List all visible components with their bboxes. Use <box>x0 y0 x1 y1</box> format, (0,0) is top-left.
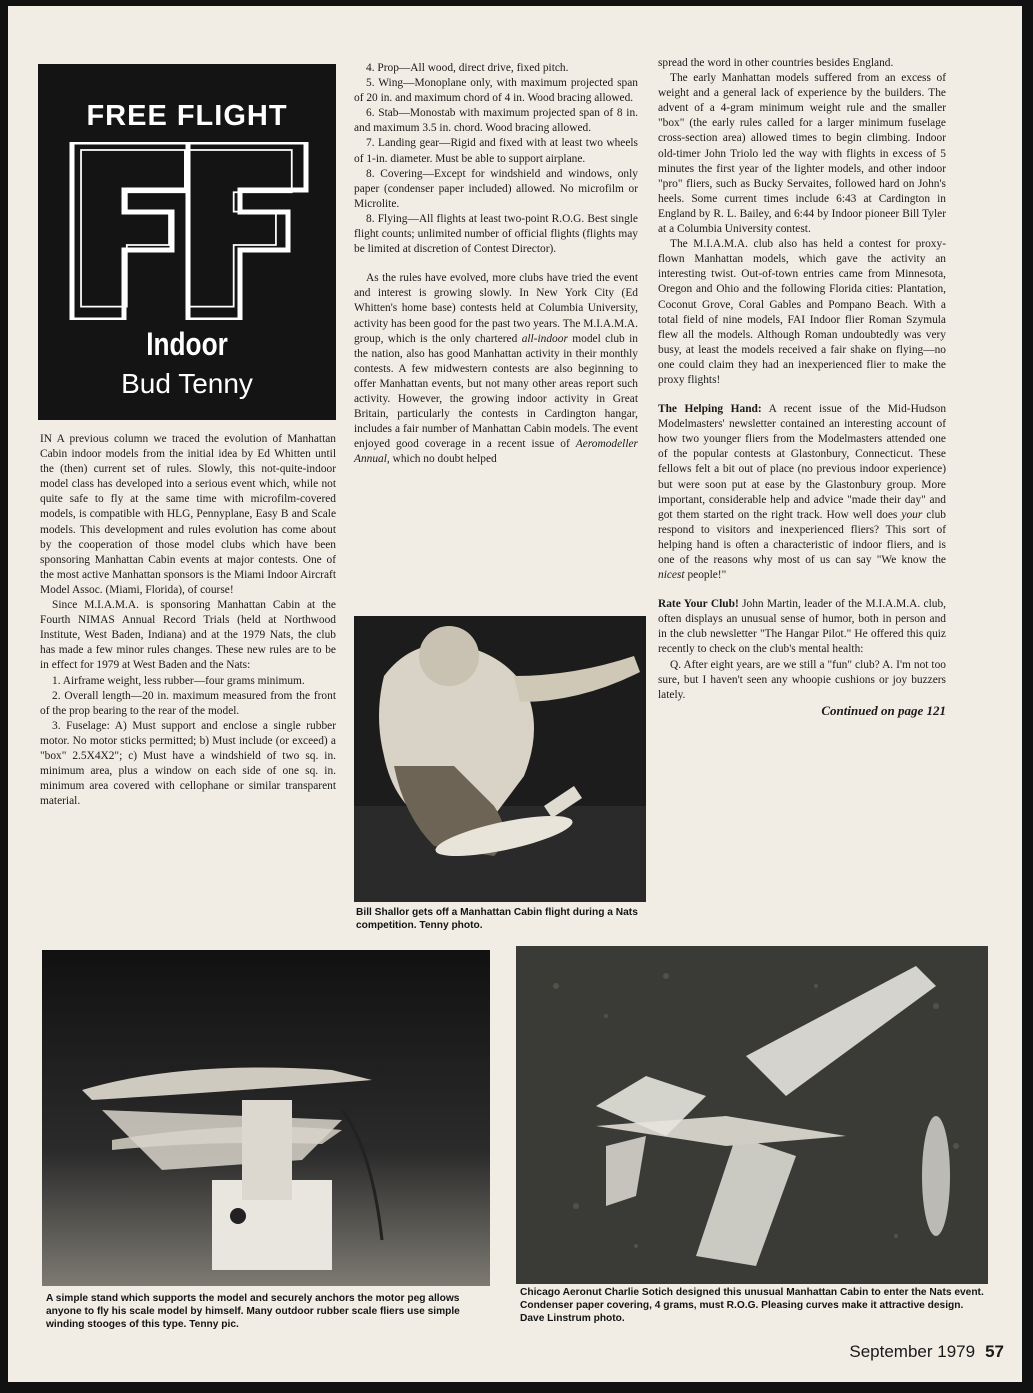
photo-sotich-model <box>516 946 988 1284</box>
column-header <box>38 64 336 420</box>
photo-scale-stand <box>42 950 490 1286</box>
photo-image <box>42 950 490 1286</box>
magazine-page <box>8 6 1022 1382</box>
rule-item: 5. Wing—Monoplane only, with maximum projected span of 20 in. and maximum chord of 4 in. Wood bracing allowed. <box>354 77 638 105</box>
caption-photo-2: A simple stand which supports the model and securely anchors the motor peg allows anyone to fly his scale model by himself. Many outdoor rubber scale fliers use simple winding stooges of this type. Tenny pic. <box>46 1293 460 1330</box>
paragraph: spread the word in other countries besides England. <box>658 57 894 69</box>
text-column-1 <box>40 432 336 809</box>
photo-bill-shallor <box>354 616 646 902</box>
issue-date: September 1979 <box>849 1342 976 1361</box>
text-column-3 <box>658 56 946 718</box>
rule-item: 4. Prop—All wood, direct drive, fixed pitch. <box>366 62 569 74</box>
paragraph: Since M.I.A.M.A. is sponsoring Manhattan Cabin at the Fourth NIMAS Annual Record Trials (held at Northwood Institute, West Baden, Indiana) and at the 1979 Nats, the club has made a few minor rules changes. These new rules are to be in effect for 1979 at West Baden and the Nats: <box>40 599 336 672</box>
rule-item: 2. Overall length—20 in. maximum measured from the front of the prop bearing to the rear of the model. <box>40 689 336 717</box>
page-number: 57 <box>985 1342 1004 1361</box>
page-footer <box>849 1342 1004 1362</box>
subhead-helping-hand: The Helping Hand: <box>658 403 762 416</box>
rule-item: 8. Covering—Except for windshield and windows, only paper (condenser paper included) allowed. No microfilm or Microlite. <box>354 167 638 210</box>
rule-item: 1. Airframe weight, less rubber—four grams minimum. <box>52 674 305 687</box>
rule-item: 8. Flying—All flights at least two-point R.O.G. Best single flight counts; unlimited number of official flights (flights may be limited at discretion of Contest Director). <box>354 212 638 256</box>
photo-image <box>516 946 988 1284</box>
photo-image <box>354 616 646 902</box>
paragraph: The early Manhattan models suffered from an excess of weight and a general lack of experience by the builders. The advent of a 4-gram minimum weight rule and the smaller "box" (the early rules called for a larger minimum fuselage cross-section area) allowed times to begin climbing. Indoor old-timer John Triolo led the way with flights in excess of 5 minutes the first year of the lighter models, and other indoor "pro" fliers, such as Bucky Servaites, followed hard on John's heels. Some current times include 6:43 at Cardington in England by R. L. Bailey, and 6:44 by Indoor pioneer Bill Tyler at a Columbia University contest. <box>658 72 946 236</box>
text-column-2 <box>354 61 638 467</box>
author-name: Bud Tenny <box>121 368 253 399</box>
rule-item: 3. Fuselage: A) Must support and enclose a single rubber motor. No motor sticks permitted; b) Must include (or exceed) a "box" 2.5X4X2"; c) Must have a windshield of two sq. in. minimum area, plus a window on each side of one sq. in. minimum area covered with cellophane or similar transparent material. <box>40 719 336 808</box>
rule-item: 7. Landing gear—Rigid and fixed with at least two wheels of 1-in. diameter. Must be able to support airplane. <box>354 137 638 165</box>
subhead-rate-your-club: Rate Your Club! <box>658 598 739 611</box>
paragraph: Rate Your Club! John Martin, leader of the M.I.A.M.A. club, often displays an unusual sense of humor, both in person and in the club newsletter "The Hangar Pilot." He offered this quiz recently to check on the club's mental health: <box>658 598 946 656</box>
caption-photo-1: Bill Shallor gets off a Manhattan Cabin flight during a Nats competition. Tenny photo. <box>356 907 638 931</box>
ff-logo <box>58 142 316 320</box>
caption-photo-3: Chicago Aeronut Charlie Sotich designed this unusual Manhattan Cabin to enter the Nats event. Condenser paper covering, 4 grams, must R.O.G. Pleasing curves make it attractive design. Dave Linstrum photo. <box>520 1287 984 1324</box>
paragraph: Q. After eight years, are we still a "fun" club? A. I'm not too sure, but I haven't seen any whoopie cushions or joy buzzers lately. <box>658 658 946 701</box>
paragraph: As the rules have evolved, more clubs have tried the event and interest is growing slowly. In New York City (Ed Whitten's home base) contests held at Columbia University, activity has been good for the past two years. The M.I.A.M.A. group, which is the only chartered all-indoor model club in the nation, also has good Manhattan activity in their monthly contests. A few midwestern contests are also beginning to offer Manhattan events, but not many other areas report such activity. However, the growing indoor activity in Great Britain, particularly the contests in Cardington hangar, includes a fair number of Manhattan Cabin models. The event enjoyed good coverage in a recent issue of Aeromodeller Annual, which no doubt helped <box>354 272 638 466</box>
rule-item: 6. Stab—Monostab with maximum projected span of 8 in. and maximum 3.5 in. chord. Wood bracing allowed. <box>354 107 638 135</box>
paragraph: The M.I.A.M.A. club also has held a contest for proxy-flown Manhattan models, which gave the activity an interesting twist. Out-of-town entries came from Minnesota, Oregon and Ohio and the following Florida cities: Plantation, Coconut Grove, Coral Gables and Pompano Beach. With a total field of nine models, FAI Indoor flier Roman Szymula flew all the models. Although Roman undoubtedly was very busy, at least the models received a fair shake on flying—no one could claim they had an inexperienced flier to make the proxy flights! <box>658 238 946 386</box>
paragraph: IN A previous column we traced the evolution of Manhattan Cabin indoor models from the initial idea by Ed Whitten until the (then) current set of rules. Slowly, this not-quite-indoor model class has developed into a serious event which, while not quite safe to fly at the same time with microfilm-covered models, is compatible with HLG, Pennyplane, Easy B and Scale models. This development and rules evolution has come about by the cooperation of those model clubs which have been sponsoring Manhattan Cabin events at major contests. One of the most active Manhattan sponsors is the Miami Indoor Aircraft Model Assoc. (Miami, Florida), of course! <box>40 433 336 596</box>
paragraph: The Helping Hand: A recent issue of the Mid-Hudson Modelmasters' newsletter contained an interesting account of how two younger fliers from the Modelmasters attended one of the popular contests at Glastonbury, Connecticut. These fellows felt a bit out of place (no previous indoor experience) but were soon put at ease by the Glastonbury group. More important, considerable help and advice "made their day" and got them started on the right track. How well does your club respond to visitors and inexperienced fliers? This sort of helping hand is often a characteristic of indoor fliers, and is one of the reasons why most of us can say "We know the nicest people!" <box>658 403 947 582</box>
column-title: FREE FLIGHT <box>86 100 288 132</box>
continued-note: Continued on page 121 <box>821 702 946 718</box>
section-name: Indoor <box>146 326 228 362</box>
